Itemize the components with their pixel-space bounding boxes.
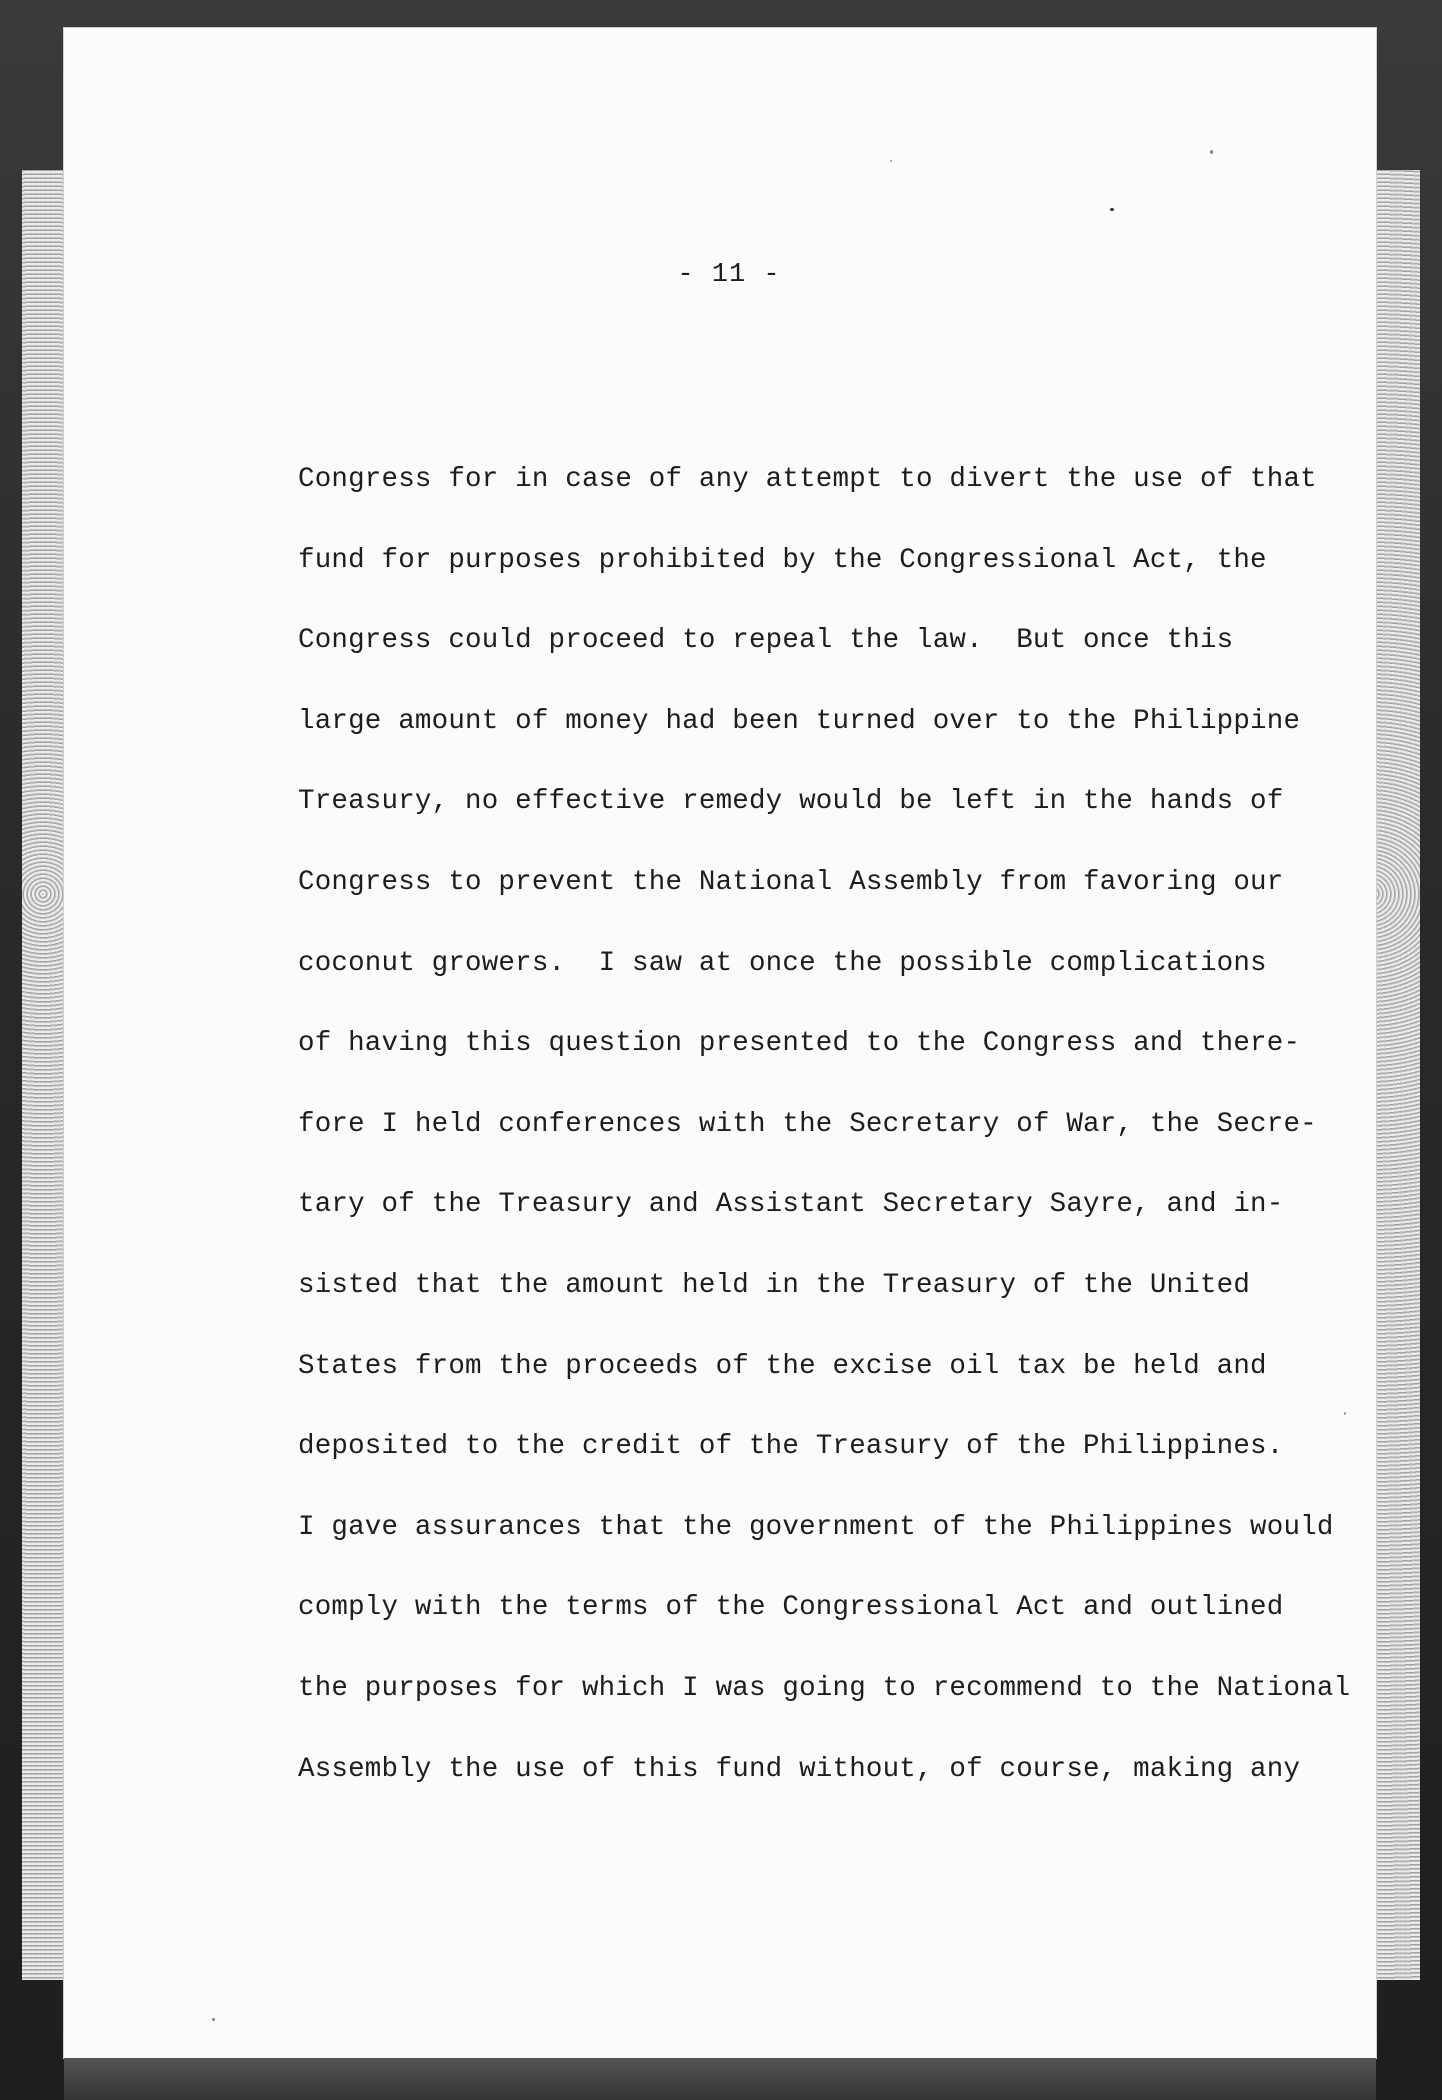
body-text [298, 440, 1358, 1810]
text-line: States from the proceeds of the excise oil tax be held and [298, 1350, 1267, 1382]
text-line: deposited to the credit of the Treasury of the Philippines. [298, 1431, 1284, 1463]
document-page [64, 28, 1376, 2058]
paper-speck [1210, 150, 1213, 154]
paper-speck [212, 2018, 215, 2021]
page-number: - 11 - [677, 260, 781, 290]
text-line: tary of the Treasury and Assistant Secretary Sayre, and in- [298, 1189, 1284, 1221]
text-line: Assembly the use of this fund without, of course, making any [298, 1753, 1301, 1785]
scan-bottom-edge [64, 2058, 1376, 2100]
text-line: of having this question presented to the Congress and there- [298, 1028, 1301, 1060]
text-line: I gave assurances that the government of the Philippines would [298, 1511, 1334, 1543]
text-line: Treasury, no effective remedy would be left in the hands of [298, 786, 1284, 818]
text-line: sisted that the amount held in the Treasury of the United [298, 1269, 1251, 1301]
text-line: coconut growers. I saw at once the possible complications [298, 947, 1267, 979]
paper-speck [1110, 208, 1114, 211]
text-line: fund for purposes prohibited by the Congressional Act, the [298, 544, 1267, 576]
text-line: Congress could proceed to repeal the law. But once this [298, 625, 1234, 657]
text-line: Congress to prevent the National Assembly from favoring our [298, 866, 1284, 898]
text-line: the purposes for which I was going to recommend to the National [298, 1672, 1351, 1704]
paper-speck [890, 160, 892, 162]
text-line: large amount of money had been turned over to the Philippine [298, 705, 1301, 737]
text-line: fore I held conferences with the Secretary of War, the Secre- [298, 1108, 1317, 1140]
text-line: Congress for in case of any attempt to divert the use of that [298, 464, 1317, 495]
paper-speck [1344, 1412, 1346, 1415]
text-line: comply with the terms of the Congressional Act and outlined [298, 1592, 1284, 1624]
